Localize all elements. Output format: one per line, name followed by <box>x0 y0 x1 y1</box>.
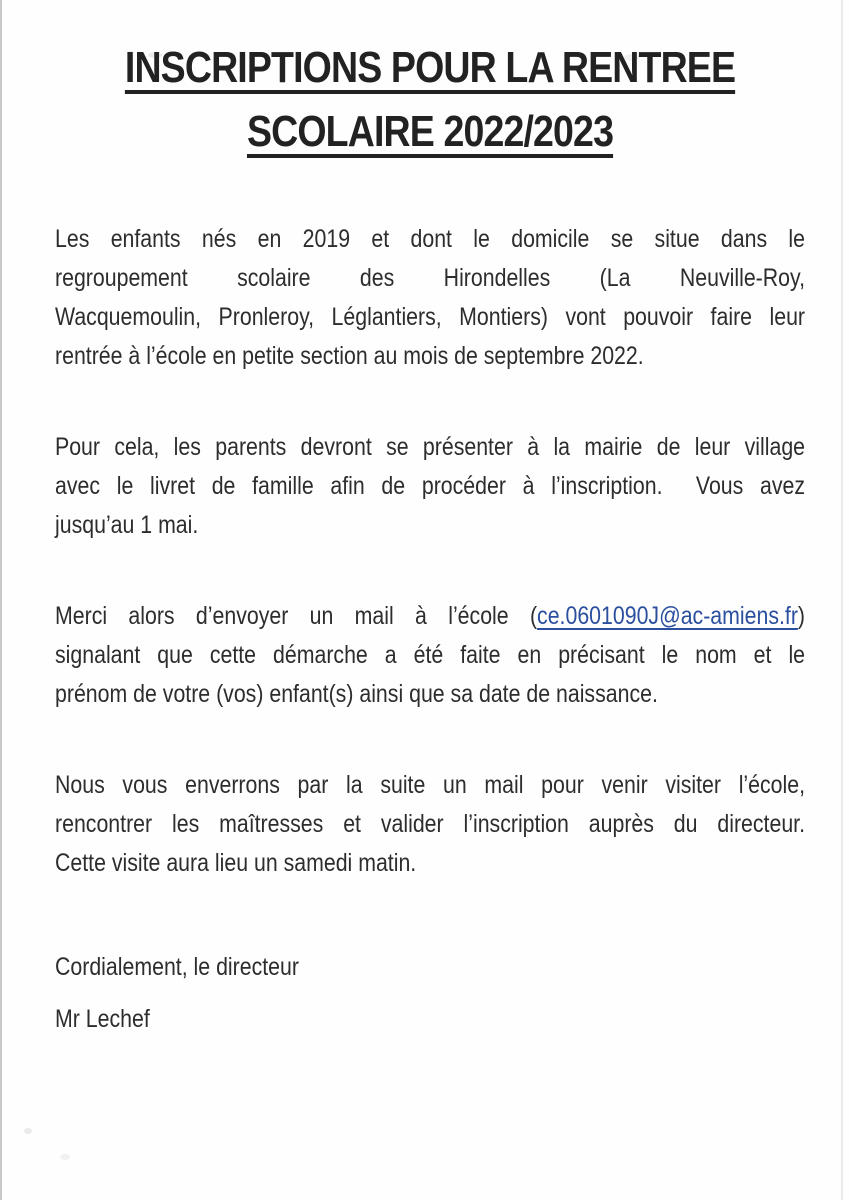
paragraph-line: Cette visite aura lieu un samedi matin. <box>55 849 417 877</box>
title-line-2-text: SCOLAIRE 2022/2023 <box>246 107 614 156</box>
paragraph-line: Wacquemoulin, Pronleroy, Léglantiers, Montiers) vont pouvoir faire leur <box>55 303 806 331</box>
paragraph-line: avec le livret de famille afin de procéder à l’inscription. Vous avez <box>55 472 806 500</box>
paragraph-line <box>55 597 805 636</box>
text-before-email-link: Merci alors d’envoyer un mail à l’école ( <box>55 602 538 630</box>
page-title <box>55 36 805 164</box>
text-after-email-link: ) <box>797 602 806 630</box>
title-line-1 <box>55 36 805 100</box>
paragraph-line: rencontrer les maîtresses et valider l’inscription auprès du directeur. <box>55 810 806 838</box>
paragraph-registration-instructions <box>55 428 805 545</box>
paragraph-line: prénom de votre (vos) enfant(s) ainsi que sa date de naissance. <box>55 680 658 708</box>
paragraph-enrollment-eligibility <box>55 220 805 376</box>
scan-speckle <box>24 1128 32 1134</box>
paragraph-line: regroupement scolaire des Hirondelles (La Neuville-Roy, <box>55 264 806 292</box>
title-line-2 <box>55 100 805 164</box>
signature-line: Mr Lechef <box>55 1005 150 1033</box>
paragraph-line: signalant que cette démarche a été faite en précisant le nom et le <box>55 641 806 669</box>
paragraph-line: Les enfants nés en 2019 et dont le domicile se situe dans le <box>55 225 806 253</box>
paragraph-line: Nous vous enverrons par la suite un mail pour venir visiter l’école, <box>55 771 806 799</box>
scan-edge-artifact-right <box>841 0 843 1200</box>
email-link[interactable]: ce.0601090J@ac-amiens.fr <box>537 602 798 630</box>
paragraph-line: jusqu’au 1 mai. <box>55 511 199 539</box>
title-line-1-text: INSCRIPTIONS POUR LA RENTREE <box>124 43 736 92</box>
paragraph-email-notice <box>55 597 805 714</box>
paragraph-line: Pour cela, les parents devront se présenter à la mairie de leur village <box>55 433 806 461</box>
paragraph-line: rentrée à l’école en petite section au mois de septembre 2022. <box>55 342 644 370</box>
scan-edge-artifact-left <box>0 0 2 1200</box>
scan-speckle <box>60 1154 70 1160</box>
paragraph-school-visit <box>55 766 805 883</box>
closing-line: Cordialement, le directeur <box>55 953 299 981</box>
letter-content <box>55 36 805 1039</box>
